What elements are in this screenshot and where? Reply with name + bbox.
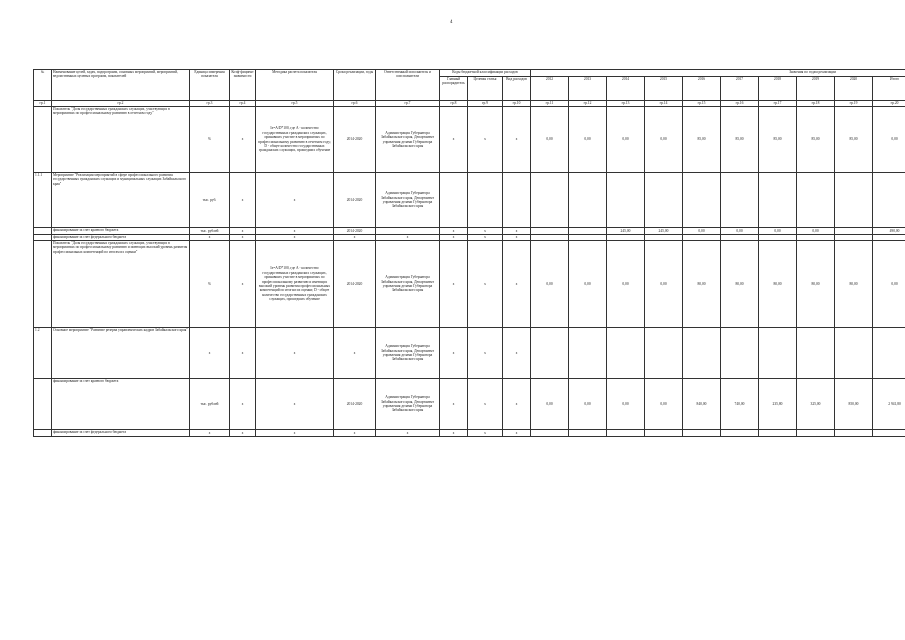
cell-value-2013 [569,228,607,235]
cell-value-2012: 0,00 [531,379,569,430]
table-row [34,107,905,173]
cell-coef: x [230,241,256,328]
cell-chief: x [440,107,468,173]
cell-value-2019 [797,430,835,437]
cell-chief: x [440,241,468,328]
column-number: гр.9 [468,101,503,107]
cell-no [34,107,52,173]
program-table [33,69,905,437]
cell-no: 1.2 [34,328,52,379]
cell-executor: Администрация Губернатора Забайкальского края, Департамент управления делами Губернатора Забайкальского края [376,328,440,379]
cell-coef: x [230,173,256,228]
table-row [34,173,905,228]
cell-period: 2014-2020 [334,379,376,430]
cell-unit: тыс. рублей [190,228,230,235]
cell-value-2014: 0,00 [607,107,645,173]
cell-period: x [334,430,376,437]
cell-value-2013 [569,173,607,228]
cell-value-2015: 0,00 [645,241,683,328]
cell-value-2014: 0,00 [607,379,645,430]
cell-method: x [256,235,334,241]
cell-value-2019: 85,00 [797,107,835,173]
cell-name: Мероприятие "Реализация мероприятий в сфере профессионального развития государственных гражданских служащих и муниципальных служащих Забайкальского края" [52,173,190,228]
cell-method: Iz=A/D*100, где A - количество государственных гражданских служащих, принявших участие в мероприятиях по профессиональному развитию и имеющих высокий уровень развития профессиональных компетенций по итогам их оценки; D - общее количество государственных гражданских служащих, прошедших обучение [256,241,334,328]
column-number: гр.19 [835,101,873,107]
header-method: Методика расчета показателя [256,70,334,101]
column-number: гр.8 [440,101,468,107]
cell-value-2013: 0,00 [569,241,607,328]
column-number: гр.14 [645,101,683,107]
cell-expense [503,173,531,228]
header-coef: Коэф-фициент значимости [230,70,256,101]
cell-value-2020: 80,00 [835,241,873,328]
cell-total [873,430,905,437]
cell-total: 490,00 [873,228,905,235]
cell-executor [376,228,440,235]
cell-value-2020 [835,328,873,379]
cell-name: финансирование за счет краевого бюджета [52,228,190,235]
cell-total [873,328,905,379]
cell-no [34,379,52,430]
cell-target: x [468,241,503,328]
header-name: Наименование целей, задач, подпрограмм, основных мероприятий, мероприятий, ведомственных целевых программ, показателей [52,70,190,101]
cell-coef: x [230,430,256,437]
cell-period: x [334,235,376,241]
header-year-2020: 2020 [835,77,873,101]
column-number: гр.18 [797,101,835,107]
cell-coef: x [230,328,256,379]
column-number: гр.5 [256,101,334,107]
cell-coef: x [230,379,256,430]
cell-value-2016: 85,00 [683,107,721,173]
cell-executor: Администрация Губернатора Забайкальского края, Департамент управления делами Губернатора Забайкальского края [376,173,440,228]
cell-value-2019 [797,173,835,228]
cell-value-2017 [721,173,759,228]
cell-chief: x [440,228,468,235]
cell-period: 2014-2020 [334,228,376,235]
cell-period: 2014-2020 [334,173,376,228]
cell-value-2016 [683,328,721,379]
cell-expense: x [503,107,531,173]
cell-value-2018 [759,328,797,379]
page-number: 4 [450,20,453,25]
cell-value-2019: 80,00 [797,241,835,328]
column-number: гр.3 [190,101,230,107]
column-number: гр.7 [376,101,440,107]
column-number: гр.12 [569,101,607,107]
cell-expense: x [503,430,531,437]
table-row [34,228,905,235]
cell-value-2012 [531,173,569,228]
cell-chief: x [440,430,468,437]
cell-name: финансирование за счет федерального бюджета [52,235,190,241]
header-year-2018: 2018 [759,77,797,101]
cell-executor: Администрация Губернатора Забайкальского края, Департамент управления делами Губернатора Забайкальского края [376,107,440,173]
header-no: № [34,70,52,101]
cell-unit: % [190,241,230,328]
cell-method: Iz=A/D*100, где A - количество государственных гражданских служащих, принявших участие в мероприятиях по профессиональному развитию в отчетном году; D - общее количество государственных гражданских служащих, прошедших обучение [256,107,334,173]
column-number: гр.20 [873,101,905,107]
cell-value-2018 [759,173,797,228]
cell-value-2020 [835,173,873,228]
cell-value-2016: 80,00 [683,241,721,328]
cell-value-2017: 85,00 [721,107,759,173]
column-number: гр.11 [531,101,569,107]
cell-value-2018 [759,430,797,437]
cell-value-2017 [721,430,759,437]
cell-value-2016: 840,00 [683,379,721,430]
cell-value-2020: 850,00 [835,379,873,430]
header-year-2012: 2012 [531,77,569,101]
cell-value-2019: 325,00 [797,379,835,430]
header-year-2014: 2014 [607,77,645,101]
cell-value-2017: 0,00 [721,228,759,235]
cell-value-2016 [683,173,721,228]
cell-no [34,228,52,235]
column-number: гр.17 [759,101,797,107]
cell-name: Показатель "Доля государственных гражданских служащих, участвующих в мероприятиях по профессиональному развитию и имеющих высокий уровень развития профессиональных компетенций по итогам их оценки" [52,241,190,328]
cell-chief [440,173,468,228]
cell-no [34,430,52,437]
cell-value-2012 [531,430,569,437]
cell-target: x [468,379,503,430]
column-number: гр.16 [721,101,759,107]
cell-value-2015: 245,00 [645,228,683,235]
cell-target: x [468,235,503,241]
cell-target: x [468,107,503,173]
column-number: гр.13 [607,101,645,107]
cell-value-2015 [645,328,683,379]
cell-total: 2 941,80 [873,379,905,430]
cell-unit: x [190,328,230,379]
cell-value-2015: 0,00 [645,107,683,173]
cell-method: x [256,379,334,430]
header-unit: Единица измерения показателя [190,70,230,101]
cell-unit: тыс. руб. [190,173,230,228]
cell-value-2019 [797,328,835,379]
cell-value-2013 [569,328,607,379]
cell-value-2019: 0,00 [797,228,835,235]
cell-value-2014 [607,328,645,379]
column-number: гр.6 [334,101,376,107]
column-number: гр.15 [683,101,721,107]
cell-value-2016: 0,00 [683,228,721,235]
cell-executor: Администрация Губернатора Забайкальского края, Департамент управления делами Губернатора Забайкальского края [376,241,440,328]
cell-value-2017: 740,00 [721,379,759,430]
cell-period: 2014-2020 [334,107,376,173]
column-number: гр.1 [34,101,52,107]
header-year-2017: 2017 [721,77,759,101]
cell-value-2012: 0,00 [531,107,569,173]
cell-value-2014 [607,430,645,437]
header-year-2013: 2013 [569,77,607,101]
cell-name: финансирование за счет краевого бюджета [52,379,190,430]
cell-target: x [468,328,503,379]
header-values-title: Значения по годам реализации [531,70,905,77]
cell-value-2017 [721,328,759,379]
header-target: Целевая статья [468,77,503,101]
cell-value-2016 [683,430,721,437]
cell-value-2018: 0,00 [759,228,797,235]
cell-value-2018: 235,80 [759,379,797,430]
cell-executor: x [376,235,440,241]
header-expense: Вид расходов [503,77,531,101]
cell-total [873,173,905,228]
cell-value-2013 [569,430,607,437]
table-row [34,430,905,437]
cell-value-2015 [645,430,683,437]
cell-target: x [468,228,503,235]
column-number: гр.4 [230,101,256,107]
header-chief: Главный распорядитель [440,77,468,101]
cell-expense: x [503,228,531,235]
cell-period: x [334,328,376,379]
cell-value-2012 [531,228,569,235]
column-number: гр.10 [503,101,531,107]
table-row [34,241,905,328]
cell-expense: x [503,379,531,430]
cell-executor: Администрация Губернатора Забайкальского края, Департамент управления делами Губернатора Забайкальского края [376,379,440,430]
cell-value-2013: 0,00 [569,107,607,173]
cell-coef: x [230,107,256,173]
cell-unit: % [190,107,230,173]
cell-name: финансирование за счет федерального бюджета [52,430,190,437]
table-row [34,328,905,379]
cell-chief: x [440,328,468,379]
column-number: гр.2 [52,101,190,107]
cell-value-2015 [645,173,683,228]
header-period: Сроки реализации, годы [334,70,376,101]
cell-method: x [256,430,334,437]
cell-no: 1.1.1 [34,173,52,228]
cell-value-2020 [835,228,873,235]
cell-period: 2014-2020 [334,241,376,328]
cell-value-2020 [835,430,873,437]
cell-method: x [256,228,334,235]
header-budget-codes: Коды бюджетной классификации расходов [440,70,531,77]
cell-unit: x [190,430,230,437]
cell-value-2012: 0,00 [531,241,569,328]
cell-chief: x [440,235,468,241]
cell-executor: x [376,430,440,437]
header-executor: Ответственный исполнитель и соисполнители [376,70,440,101]
cell-name: Основное мероприятие "Развитие резерва управленческих кадров Забайкальского края" [52,328,190,379]
cell-value-2014: 0,00 [607,241,645,328]
cell-value-2012 [531,328,569,379]
cell-value-2015: 0,00 [645,379,683,430]
header-year-2016: 2016 [683,77,721,101]
table-row [34,379,905,430]
cell-no [34,241,52,328]
cell-value-2014 [607,173,645,228]
cell-method: x [256,328,334,379]
cell-value-2018: 85,00 [759,107,797,173]
cell-target: x [468,430,503,437]
cell-unit: тыс. рублей [190,379,230,430]
cell-unit: x [190,235,230,241]
header-total: Итого [873,77,905,101]
cell-coef: x [230,228,256,235]
cell-value-2013: 0,00 [569,379,607,430]
cell-value-2020: 85,00 [835,107,873,173]
cell-total: 0,00 [873,107,905,173]
header-year-2015: 2015 [645,77,683,101]
cell-expense: x [503,235,531,241]
cell-value-2018: 80,00 [759,241,797,328]
cell-name: Показатель "Доля государственных гражданских служащих, участвующих в мероприятиях по профессиональному развитию в отчетном году" [52,107,190,173]
cell-chief: x [440,379,468,430]
cell-coef: x [230,235,256,241]
header-year-2019: 2019 [797,77,835,101]
cell-total: 0,00 [873,241,905,328]
cell-target [468,173,503,228]
cell-method: x [256,173,334,228]
cell-expense: x [503,241,531,328]
cell-expense: x [503,328,531,379]
cell-value-2017: 80,00 [721,241,759,328]
cell-value-2014: 245,00 [607,228,645,235]
